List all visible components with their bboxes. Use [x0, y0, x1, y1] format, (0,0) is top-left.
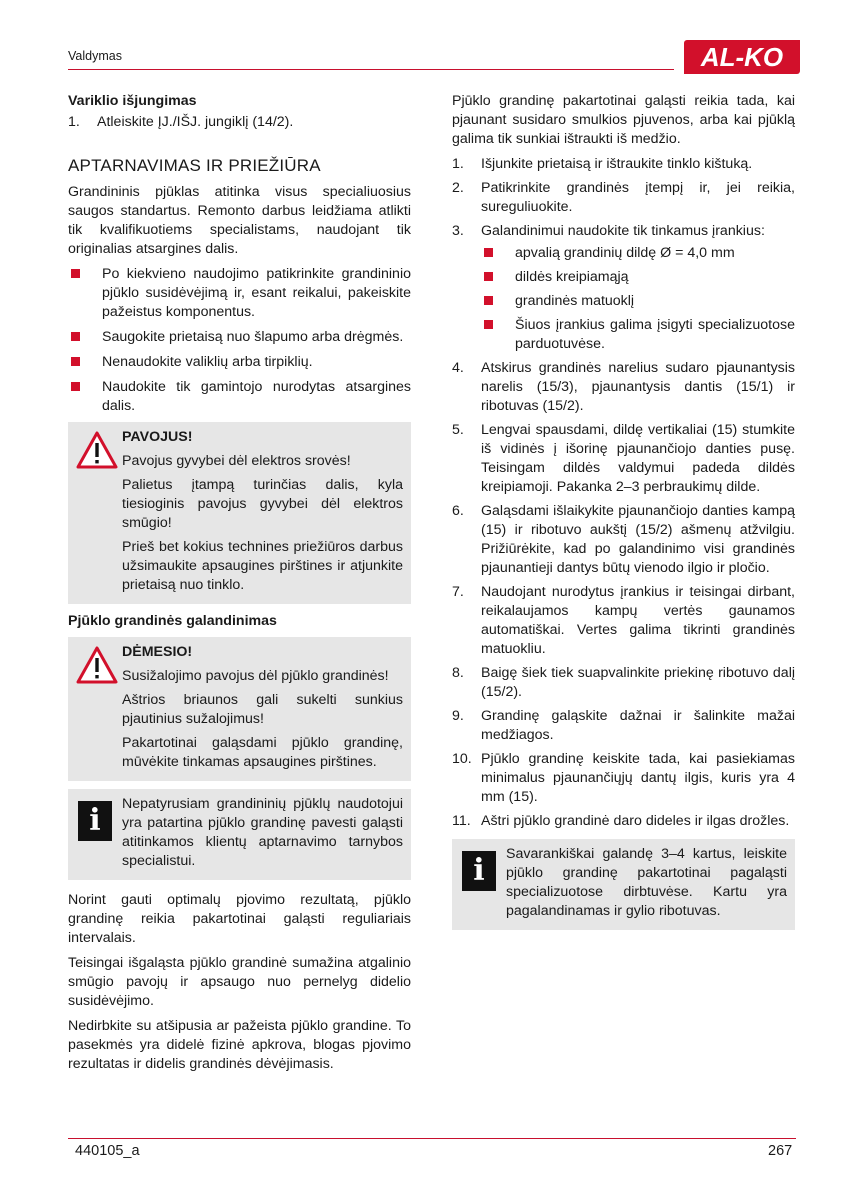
step-item: 1. Išjunkite prietaisą ir ištraukite tinklo kištuką. — [452, 156, 753, 172]
caution-line: Pakartotinai galąsdami pjūklo grandinę, mūvėkite tinkamas apsaugines pirštines. — [122, 735, 403, 770]
bullet-square-icon — [71, 332, 80, 341]
step-item: 10. Pjūklo grandinę keiskite tada, kai pasiekiamas minimalus pjaunančiųjų dantų ilgis, kuris yra 4 mm (15). — [452, 751, 795, 805]
list-item: Šiuos įrankius galima įsigyti specializuotose parduotuvėse. — [481, 316, 795, 354]
list-item: apvalią grandinių dildę Ø = 4,0 mm — [481, 244, 795, 263]
paragraph: Teisingai išgaląsta pjūklo grandinė sumažina atgalinio smūgio pavojų ir apsaugo nuo pernelyg didelio susidėvėjimo. — [68, 955, 411, 1009]
step-item: 6. Galąsdami išlaikykite pjaunančiojo danties kampą (15) ir ribotuvo aukštį (15/2) ašmenų atžvilgiu. Prižiūrėkite, kad po galandinimo visi grandinės pjaunantieji dantys būtų vienodo ilgio ir pločio. — [452, 503, 795, 576]
bullet-square-icon — [71, 357, 80, 366]
danger-line: Prieš bet kokius technines priežiūros darbus užsimaukite apsaugines pirštines ir atjunkite prietaisą nuo tinklo. — [122, 539, 403, 593]
info-text: Nepatyrusiam grandininių pjūklų naudotojui yra patartina pjūklo grandinę pavesti galąsti atitinkamos klientų aptarnavimo tarnybos specialistui. — [122, 796, 403, 869]
bullet-square-icon — [484, 320, 493, 329]
danger-notice — [68, 422, 411, 604]
list-item: Po kiekvieno naudojimo patikrinkite grandininio pjūklo susidėvėjimą ir, esant reikalui, pakeiskite pažeistus komponentus. — [68, 265, 411, 322]
sharpening-intro: Pjūklo grandinę pakartotinai galąsti reikia tada, kai pjaunant susidaro smulkios pjuvenos, arba kai pjūklą galima tik sunkiai ištraukti iš medžio. — [452, 93, 795, 147]
tools-list — [481, 244, 795, 354]
page-number: 267 — [768, 1143, 793, 1159]
step-item: 5. Lengvai spausdami, dildę vertikaliai (15) stumkite iš vidinės į išorinę pjaunančiojo danties pusę. Teisingam dildės valdymui padeda dildės kreipiamoji. Pakanka 2–3 perbraukimų dilde. — [452, 422, 795, 495]
paragraph: Nedirbkite su atšipusia ar pažeista pjūklo grandine. To pasekmės yra didelė fizinė apkrova, blogas pjovimo rezultatas ir didelis grandinės dėvėjimasis. — [68, 1018, 411, 1072]
right-column — [452, 92, 795, 938]
sharpening-heading: Pjūklo grandinės galandinimas — [68, 613, 277, 629]
info-text: Savarankiškai galandę 3–4 kartus, leiskite pjūklo grandinę pakartotinai pagaląsti specializuotose dirbtuvėse. Kartu yra pagalandinamas ir gylio ribotuvas. — [506, 846, 787, 919]
maintenance-heading: APTARNAVIMAS IR PRIEŽIŪRA — [68, 156, 321, 175]
list-item: Naudokite tik gamintojo nurodytas atsargines dalis. — [68, 378, 411, 416]
caution-line: Susižalojimo pavojus dėl pjūklo grandinės! — [122, 668, 389, 684]
info-icon: i — [78, 801, 112, 841]
step-item: 11. Aštri pjūklo grandinė daro dideles ir ilgas drožles. — [452, 813, 790, 829]
bullet-square-icon — [71, 269, 80, 278]
list-item: grandinės matuoklį — [481, 292, 795, 311]
list-item: Saugokite prietaisą nuo šlapumo arba drėgmės. — [68, 328, 411, 347]
left-column — [68, 92, 411, 1080]
info-notice — [68, 789, 411, 880]
warning-triangle-icon — [76, 646, 118, 684]
danger-line: Pavojus gyvybei dėl elektros srovės! — [122, 453, 351, 469]
bullet-square-icon — [484, 296, 493, 305]
step-item: 8. Baigę šiek tiek suapvalinkite priekinę ribotuvo dalį (15/2). — [452, 665, 795, 700]
bullet-square-icon — [484, 248, 493, 257]
step-item: 3. Galandinimui naudokite tik tinkamus įrankius: — [452, 223, 765, 239]
caution-line: Aštrios briaunos gali sukelti sunkius pjautinius sužalojimus! — [122, 692, 403, 727]
danger-title: PAVOJUS! — [122, 429, 193, 445]
paragraph: Norint gauti optimalų pjovimo rezultatą, pjūklo grandinę reikia pakartotinai galąsti reguliariais intervalais. — [68, 892, 411, 946]
bullet-square-icon — [71, 382, 80, 391]
engine-stop-step: 1. Atleiskite ĮJ./IŠJ. jungiklį (14/2). — [68, 114, 294, 130]
caution-notice — [68, 637, 411, 781]
footer-divider — [68, 1138, 796, 1139]
caution-title: DĖMESIO! — [122, 644, 193, 660]
header-section-title: Valdymas — [68, 49, 122, 63]
step-item: 4. Atskirus grandinės narelius sudaro pjaunantysis narelis (15/3), pjaunantysis dantis (15/1) ir ribotuvas (15/2). — [452, 360, 795, 414]
document-id: 440105_a — [75, 1143, 140, 1159]
maintenance-intro: Grandininis pjūklas atitinka visus specialiuosius saugos standartus. Remonto darbus leidžiama atlikti tik kvalifikuotiems specialistams, naudojant tik originalias atsargines dalis. — [68, 184, 411, 257]
step-item: 7. Naudojant nurodytus įrankius ir teisingai dirbant, reikalaujamos kampų vertės gaunamos automatiškai. Vertes galima tikrinti grandinės matuokliu. — [452, 584, 795, 657]
info-notice — [452, 839, 795, 930]
engine-stop-heading: Variklio išjungimas — [68, 93, 197, 109]
warning-triangle-icon — [76, 431, 118, 469]
bullet-square-icon — [484, 272, 493, 281]
list-item: dildės kreipiamąją — [481, 268, 795, 287]
header-divider — [68, 69, 674, 70]
danger-line: Palietus įtampą turinčias dalis, kyla tiesioginis pavojus gyvybei dėl elektros smūgio! — [122, 477, 403, 531]
alko-logo: AL-KO — [684, 40, 800, 74]
info-icon: i — [462, 851, 496, 891]
step-item: 9. Grandinę galąskite dažnai ir šalinkite mažai medžiagos. — [452, 708, 795, 743]
list-item: Nenaudokite valiklių arba tirpiklių. — [68, 353, 411, 372]
step-item: 2. Patikrinkite grandinės įtempį ir, jei reikia, sureguliuokite. — [452, 180, 795, 215]
